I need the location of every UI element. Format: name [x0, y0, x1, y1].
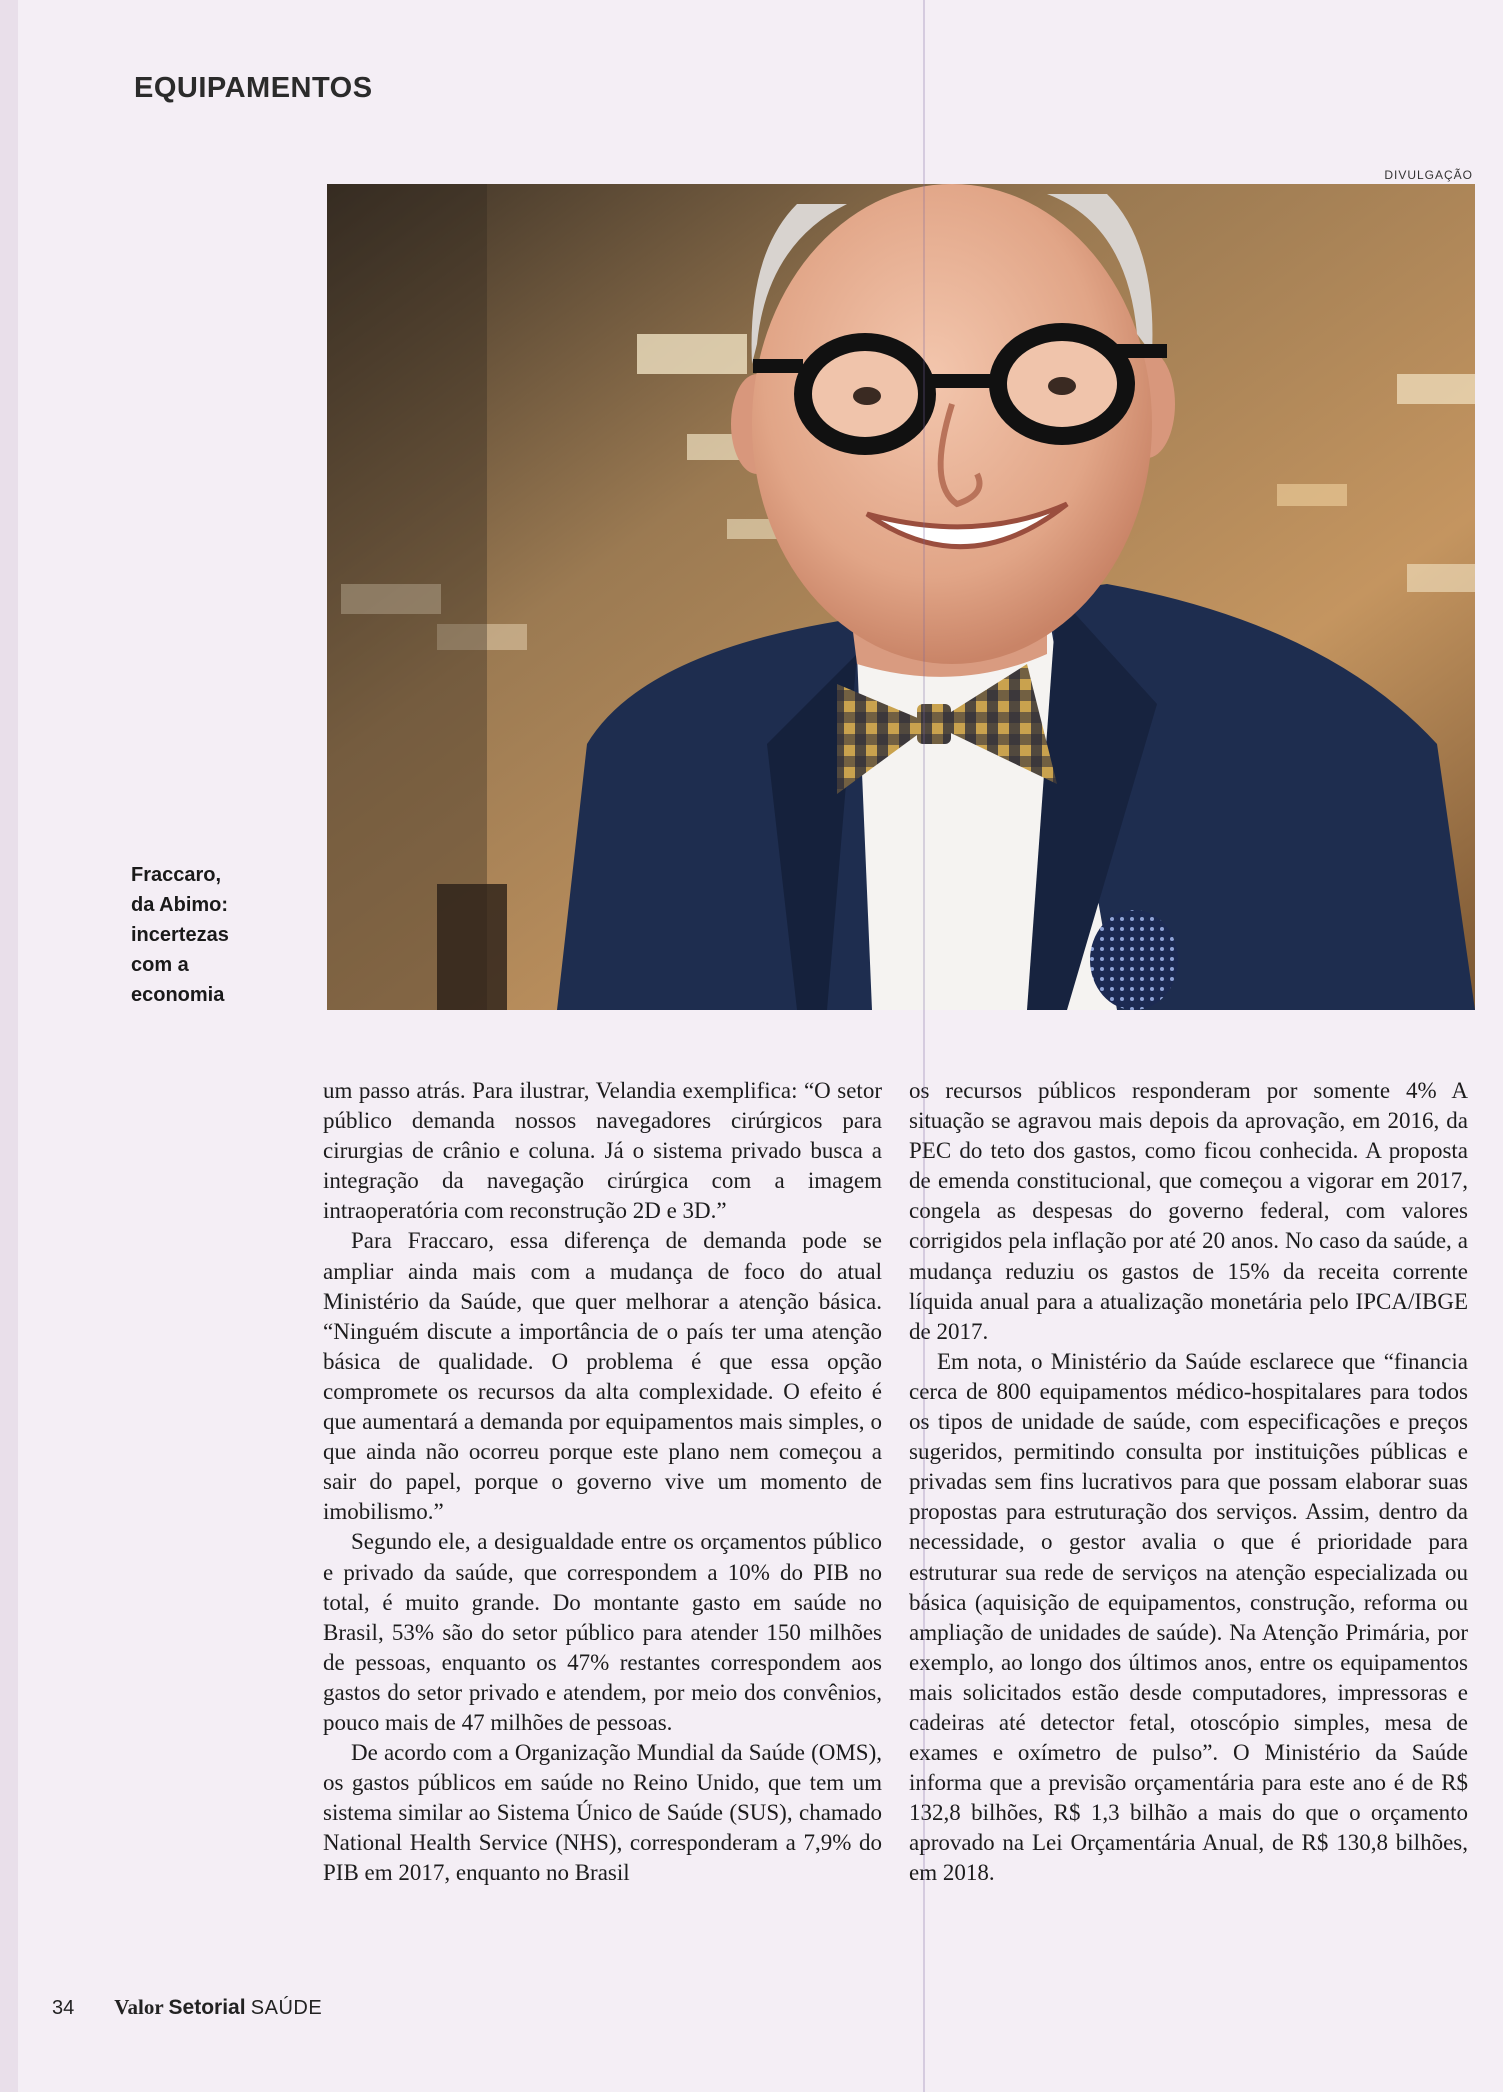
- article-paragraph: De acordo com a Organização Mundial da Saúde (OMS), os gastos públicos em saúde no Reino Unido, que tem um sistema similar ao Sistema Único de Saúde (SUS), chamado National Health Service (NHS), corresponderam a 7,9% do PIB em 2017, enquanto no Brasil: [323, 1740, 882, 1886]
- brand-setorial: Setorial: [168, 1996, 246, 2019]
- publication-brand: [114, 1995, 322, 2020]
- caption-line: incertezas: [131, 924, 229, 946]
- page-footer: [52, 1995, 322, 2020]
- caption-line: da Abimo:: [131, 894, 229, 916]
- page-fold-line: [923, 0, 925, 2092]
- photo-credit: DIVULGAÇÃO: [1384, 168, 1473, 182]
- portrait-illustration: [327, 184, 1475, 1010]
- caption-line: Fraccaro,: [131, 864, 222, 886]
- photo-caption: [131, 860, 331, 1010]
- brand-section: SAÚDE: [250, 1997, 323, 2019]
- article-paragraph: Em nota, o Ministério da Saúde esclarece que “financia cerca de 800 equipamentos médico-hospitalares para todos os tipos de unidade de saúde, com especificações e preços sugeridos, permitindo consulta por instituições públicas e privadas sem fins lucrativos para que possam elaborar suas propostas para estruturação dos serviços. Assim, dentro da necessidade, o gestor avalia o que é prioridade para estruturar sua rede de serviços na atenção especializada ou básica (aquisição de equipamentos, construção, reforma ou ampliação de unidades de saúde). Na Atenção Primária, por exemplo, ao longo dos últimos anos, entre os equipamentos mais solicitados estão desde computadores, impressoras e cadeiras até detector fetal, otoscópio simples, mesa de exames e oxímetro de pulso”. O Ministério da Saúde informa que a previsão orçamentária para este ano é de R$ 132,8 bilhões, R$ 1,3 bilhão a mais do que o orçamento aprovado na Lei Orçamentária Anual, de R$ 130,8 bilhões, em 2018.: [909, 1348, 1468, 1886]
- brand-valor: Valor: [114, 1995, 164, 2019]
- article-paragraph: Para Fraccaro, essa diferença de demanda pode se ampliar ainda mais com a mudança de foco do atual Ministério da Saúde, que quer melhorar a atenção básica. “Ninguém discute a importância de o país ter uma atenção básica de qualidade. O problema é que essa opção compromete os recursos da alta complexidade. O efeito é que aumentará a demanda por equipamentos mais simples, o que ainda não ocorreu porque este plano nem começou a sair do papel, porque o governo vive um momento de imobilismo.”: [323, 1228, 882, 1525]
- article-paragraph: Segundo ele, a desigualdade entre os orçamentos público e privado da saúde, que correspondem a 10% do PIB no total, é muito grande. Do montante gasto em saúde no Brasil, 53% são do setor público para atender 150 milhões de pessoas, enquanto os 47% restantes correspondem aos gastos do setor privado e atendem, por meio dos convênios, pouco mais de 47 milhões de pessoas.: [323, 1529, 882, 1735]
- article-column-right: [909, 1076, 1468, 1889]
- caption-line: com a: [131, 954, 189, 976]
- page-edge: [0, 0, 18, 2092]
- article-paragraph: um passo atrás. Para ilustrar, Velandia exemplifica: “O setor público demanda nossos navegadores cirúrgicos para cirurgias de crânio e coluna. Já o sistema privado busca a integração da navegação cirúrgica com a imagem intraoperatória com reconstrução 2D e 3D.”: [323, 1078, 882, 1224]
- section-label: EQUIPAMENTOS: [134, 72, 373, 104]
- article-paragraph: os recursos públicos responderam por somente 4% A situação se agravou mais depois da aprovação, em 2016, da PEC do teto dos gastos, como ficou conhecida. A proposta de emenda constitucional, que começou a vigorar em 2017, congela as despesas do governo federal, com valores corrigidos pela inflação por até 20 anos. No caso da saúde, a mudança reduziu os gastos de 15% da receita corrente líquida anual para a atualização monetária pelo IPCA/IBGE de 2017.: [909, 1078, 1468, 1344]
- portrait-photo: [327, 184, 1475, 1010]
- caption-line: economia: [131, 984, 225, 1006]
- page-number: 34: [52, 1997, 75, 2019]
- article-column-left: [323, 1076, 882, 1889]
